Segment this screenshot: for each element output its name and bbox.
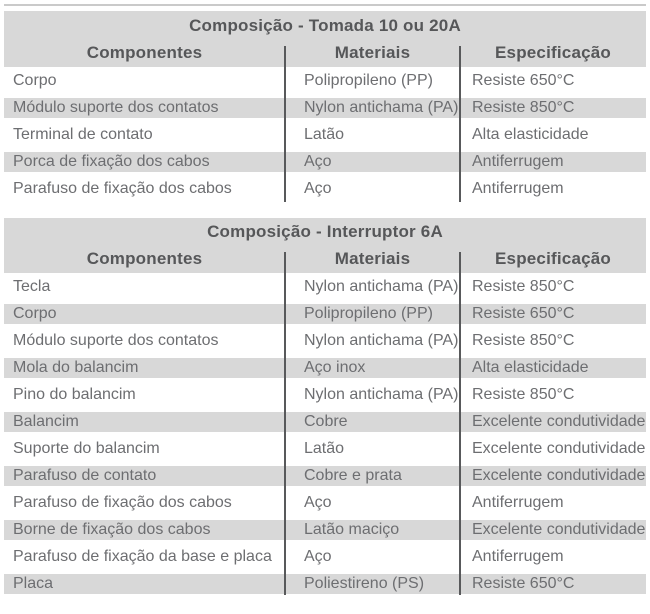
table-row <box>4 381 646 408</box>
table-row <box>4 435 646 462</box>
composition-table-tomada <box>4 11 646 202</box>
material-cell: Nylon antichama (PA) <box>304 277 459 295</box>
table-row <box>4 489 646 516</box>
spec-cell: Antiferrugem <box>472 179 564 197</box>
spec-cell: Antiferrugem <box>472 493 564 511</box>
column-header-especificacao: Especificação <box>495 43 611 62</box>
spec-cell: Antiferrugem <box>472 153 564 170</box>
table-row <box>4 175 646 202</box>
component-cell: Módulo suporte dos contatos <box>13 331 219 349</box>
component-cell: Parafuso de fixação dos cabos <box>13 179 232 197</box>
component-cell: Pino do balancim <box>13 385 136 403</box>
component-cell: Parafuso de fixação da base e placa <box>13 547 272 565</box>
table-row <box>4 570 646 597</box>
component-cell: Mola do balancim <box>13 359 139 376</box>
material-cell: Cobre <box>304 413 348 430</box>
component-cell: Terminal de contato <box>13 125 153 143</box>
column-divider-line <box>284 252 286 595</box>
column-divider-line <box>284 46 286 202</box>
spec-cell: Resiste 650°C <box>472 575 575 592</box>
table-row <box>4 543 646 570</box>
spec-cell: Resiste 850°C <box>472 99 575 116</box>
component-cell: Corpo <box>13 305 57 322</box>
table-row <box>4 121 646 148</box>
component-cell: Borne de fixação dos cabos <box>13 521 211 538</box>
table-row <box>4 354 646 381</box>
column-header-materiais: Materiais <box>334 249 411 268</box>
table-row <box>4 408 646 435</box>
spec-cell: Resiste 650°C <box>472 71 575 89</box>
table-row <box>4 327 646 354</box>
spec-cell: Alta elasticidade <box>472 125 589 143</box>
spec-cell: Excelente condutividade <box>472 467 646 484</box>
material-cell: Nylon antichama (PA) <box>304 385 459 403</box>
material-cell: Nylon antichama (PA) <box>304 331 459 349</box>
table-title: Composição - Interruptor 6A <box>4 218 646 246</box>
composition-table-interruptor <box>4 218 646 597</box>
spec-cell: Resiste 850°C <box>472 277 575 295</box>
material-cell: Latão maciço <box>304 521 400 538</box>
material-cell: Poliestireno (PS) <box>304 575 425 592</box>
material-cell: Nylon antichama (PA) <box>304 99 459 116</box>
material-cell: Latão <box>304 439 345 457</box>
material-cell: Aço <box>304 547 332 565</box>
material-cell: Polipropileno (PP) <box>304 71 433 89</box>
column-divider-line <box>459 252 461 595</box>
spec-cell: Alta elasticidade <box>472 359 589 376</box>
component-cell: Balancim <box>13 413 79 430</box>
component-cell: Tecla <box>13 277 51 295</box>
material-cell: Polipropileno (PP) <box>304 305 433 322</box>
component-cell: Porca de fixação dos cabos <box>13 153 210 170</box>
spec-cell: Resiste 850°C <box>472 331 575 349</box>
table-row <box>4 67 646 94</box>
table-header-row <box>4 246 646 273</box>
spec-cell: Excelente condutividade <box>472 521 646 538</box>
column-header-especificacao: Especificação <box>495 249 611 268</box>
table-header-row <box>4 40 646 67</box>
table-row <box>4 462 646 489</box>
material-cell: Latão <box>304 125 345 143</box>
column-divider-line <box>459 46 461 202</box>
column-header-componentes: Componentes <box>86 249 203 268</box>
table-row <box>4 94 646 121</box>
spec-cell: Excelente condutividade <box>472 413 646 430</box>
material-cell: Aço <box>304 493 332 511</box>
component-cell: Corpo <box>13 71 57 89</box>
table-row <box>4 273 646 300</box>
spec-cell: Excelente condutividade <box>472 439 646 457</box>
table-row <box>4 516 646 543</box>
component-cell: Placa <box>13 575 54 592</box>
spec-cell: Resiste 650°C <box>472 305 575 322</box>
component-cell: Suporte do balancim <box>13 439 160 457</box>
top-divider-line <box>4 4 646 6</box>
material-cell: Aço inox <box>304 359 366 376</box>
material-cell: Aço <box>304 179 332 197</box>
table-row <box>4 148 646 175</box>
material-cell: Aço <box>304 153 332 170</box>
column-header-componentes: Componentes <box>86 43 203 62</box>
column-header-materiais: Materiais <box>334 43 411 62</box>
component-cell: Parafuso de fixação dos cabos <box>13 493 232 511</box>
component-cell: Parafuso de contato <box>13 467 157 484</box>
component-cell: Módulo suporte dos contatos <box>13 99 219 116</box>
spec-cell: Resiste 850°C <box>472 385 575 403</box>
spec-cell: Antiferrugem <box>472 547 564 565</box>
material-cell: Cobre e prata <box>304 467 402 484</box>
table-row <box>4 300 646 327</box>
table-title: Composição - Tomada 10 ou 20A <box>4 11 646 40</box>
